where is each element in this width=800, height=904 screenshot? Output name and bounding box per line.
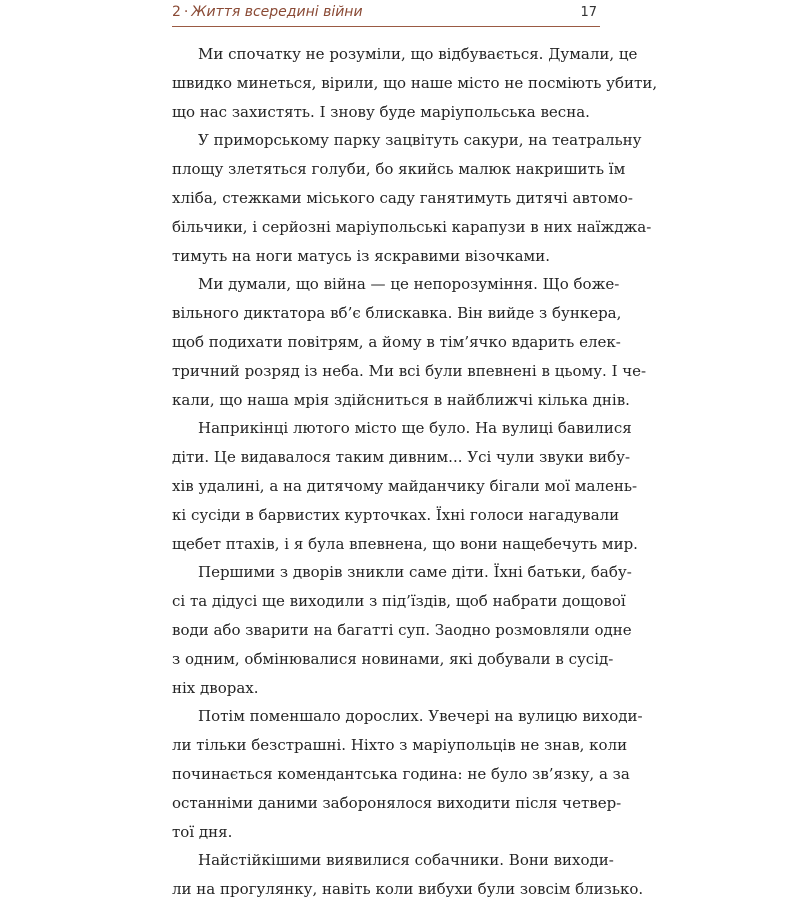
text-line: ли тільки безстрашні. Ніхто з маріупольців не знав, коли <box>172 736 628 755</box>
header-rule <box>172 26 600 27</box>
text-line: з одним, обмінювалися новинами, які добували в сусід- <box>172 649 614 668</box>
text-line: тимуть на ноги матусь із яскравими візочками. <box>172 246 550 265</box>
page-number: 17 <box>580 5 597 20</box>
text-line: площу злетяться голуби, бо якийсь малюк накришить їм <box>172 160 626 179</box>
text-line: Першими з дворів зникли саме діти. Їхні батьки, бабу- <box>198 563 632 582</box>
text-line: хів удалині, а на дитячому майданчику бігали мої малень- <box>172 476 638 495</box>
text-line: більчики, і серйозні маріупольські карапузи в них наїжджа- <box>172 217 652 236</box>
text-line: Ми спочатку не розуміли, що відбувається. Думали, це <box>198 45 638 63</box>
chapter-title: Життя всередині війни <box>191 4 363 20</box>
text-line: діти. Це видавалося таким дивним... Усі чули звуки вибу- <box>172 448 631 467</box>
text-line: хліба, стежками міського саду ганятимуть дитячі автомо- <box>172 188 633 207</box>
text-line: останніми даними заборонялося виходити після четвер- <box>172 793 622 812</box>
text-line: починається комендантська година: не було зв’язку, а за <box>172 764 630 783</box>
text-line: У приморському парку зацвітуть сакури, на театральну <box>198 131 642 150</box>
text-line: щоб подихати повітрям, а йому в тім’ячко вдарить елек- <box>172 332 621 351</box>
text-line: Потім поменшало дорослих. Увечері на вулицю виходи- <box>198 707 643 726</box>
text-line: сі та дідусі ще виходили з під’їздів, щоб набрати дощової <box>172 592 626 611</box>
text-line: вільного диктатора вб’є блискавка. Він вийде з бункера, <box>172 304 622 323</box>
text-line: швидко минеться, вірили, що наше місто не посміють убити, <box>172 73 658 92</box>
paragraph <box>172 846 644 904</box>
body-text <box>172 40 658 904</box>
paragraph <box>172 126 652 270</box>
text-line: води або зварити на багатті суп. Заодно розмовляли одне <box>172 620 632 639</box>
text-line: Наприкінці лютого місто ще було. На вулиці бавилися <box>198 419 632 438</box>
running-head <box>172 1 600 27</box>
chapter-heading <box>172 4 363 20</box>
text-line: тричний розряд із неба. Ми всі були впевнені в цьому. І че- <box>172 361 647 380</box>
chapter-separator: · <box>183 4 189 20</box>
text-line: кі сусіди в барвистих курточках. Їхні голоси нагадували <box>172 505 620 524</box>
paragraph <box>172 40 658 126</box>
text-line: ли на прогулянку, навіть коли вибухи були зовсім близько. <box>172 880 644 899</box>
paragraph <box>172 270 647 414</box>
text-line: щебет птахів, і я була впевнена, що вони нащебечуть мир. <box>172 534 638 553</box>
text-line: тої дня. <box>172 822 233 841</box>
paragraph <box>172 414 638 558</box>
text-line: Ми думали, що війна — це непорозуміння. Що боже- <box>198 275 620 294</box>
text-line: Найстійкішими виявилися собачники. Вони виходи- <box>198 851 614 870</box>
paragraph <box>172 558 632 702</box>
chapter-number: 2 <box>172 4 181 20</box>
text-line: ніх дворах. <box>172 678 259 697</box>
paragraph <box>172 702 643 846</box>
text-line: кали, що наша мрія здійсниться в найближчі кілька днів. <box>172 390 630 409</box>
text-line: що нас захистять. І знову буде маріупольська весна. <box>172 102 590 121</box>
